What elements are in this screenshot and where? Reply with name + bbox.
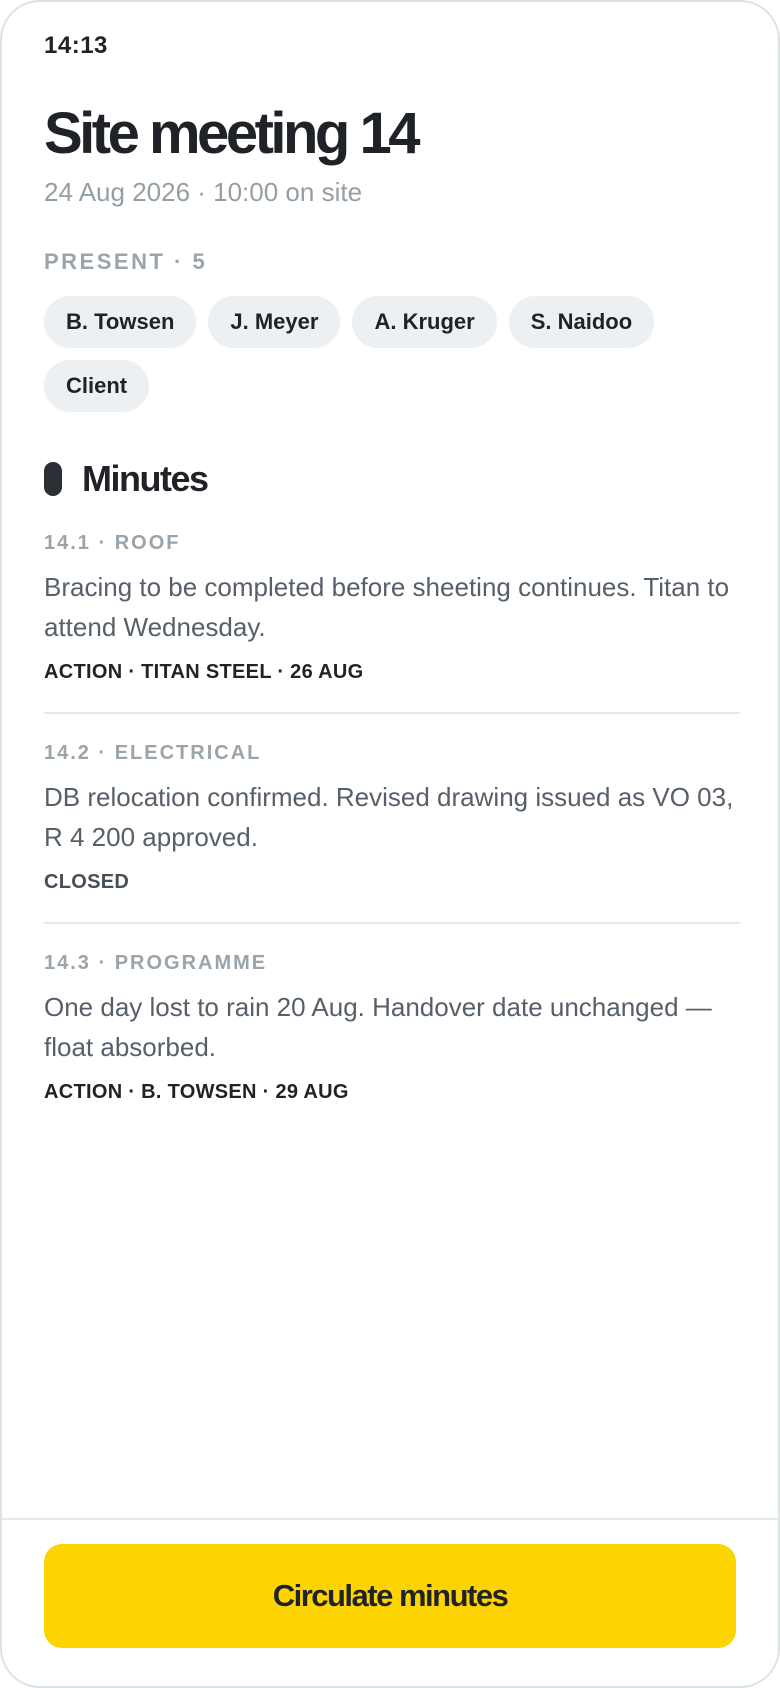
attendee-list [44, 296, 740, 412]
minute-item-status: CLOSED [44, 871, 130, 893]
minute-item[interactable] [44, 522, 740, 684]
minute-item-label: 14.2 · ELECTRICAL [44, 742, 262, 764]
minute-item[interactable] [44, 922, 740, 1104]
minute-item[interactable] [44, 712, 740, 894]
footer-bar [2, 1518, 778, 1686]
minutes-title: Minutes [82, 458, 208, 499]
minute-item-text: DB relocation confirmed. Revised drawing issued as VO 03, R 4 200 approved. [44, 782, 734, 852]
circulate-minutes-button[interactable]: Circulate minutes [44, 1544, 736, 1648]
minutes-header [44, 458, 208, 500]
section-marker-icon [44, 462, 62, 496]
attendee-chip[interactable]: Client [44, 360, 149, 412]
minutes-list [44, 522, 740, 1104]
minute-item-label: 14.3 · PROGRAMME [44, 952, 268, 974]
page-title: Site meeting 14 [44, 101, 417, 166]
present-label: PRESENT · 5 [44, 249, 208, 274]
minute-item-text: Bracing to be completed before sheeting continues. Titan to attend Wednesday. [44, 572, 730, 642]
attendee-chip[interactable]: B. Towsen [44, 296, 196, 348]
status-bar-time: 14:13 [44, 32, 108, 59]
attendee-chip[interactable]: A. Kruger [352, 296, 496, 348]
attendee-chip[interactable]: J. Meyer [208, 296, 340, 348]
minute-item-action: ACTION · TITAN STEEL · 26 AUG [44, 661, 364, 683]
minute-item-action: ACTION · B. TOWSEN · 29 AUG [44, 1081, 349, 1103]
minute-item-text: One day lost to rain 20 Aug. Handover date unchanged — float absorbed. [44, 992, 712, 1062]
meeting-datetime: 24 Aug 2026 · 10:00 on site [44, 177, 363, 207]
attendee-chip[interactable]: S. Naidoo [509, 296, 654, 348]
minute-item-label: 14.1 · ROOF [44, 532, 181, 554]
